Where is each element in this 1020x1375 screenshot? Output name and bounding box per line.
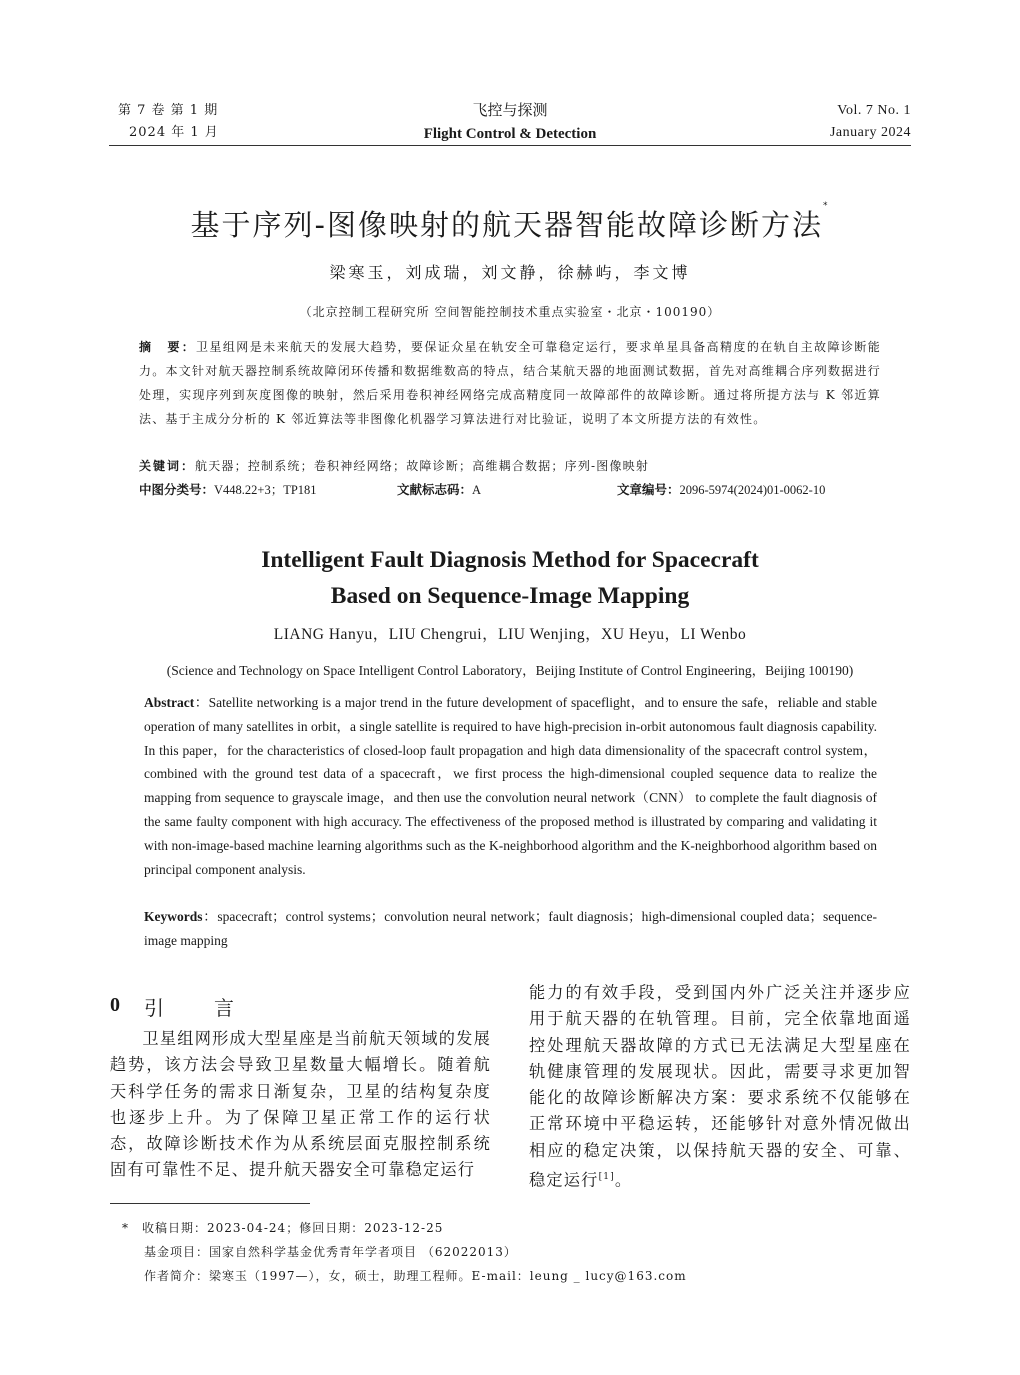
title-en-line1: Intelligent Fault Diagnosis Method for Spacecraft xyxy=(261,547,759,573)
section-title-part1: 引 xyxy=(144,996,164,1020)
keywords-cn-label: 关键词： xyxy=(139,459,196,473)
footnote-received: * 收稿日期：2023-04-24；修回日期：2023-12-25 xyxy=(122,1221,444,1235)
header-divider xyxy=(109,145,911,146)
document-code: 文献标志码：A xyxy=(397,482,482,497)
affiliation-en: (Science and Technology on Space Intelligent Control Laboratory，Beijing Institute of Control Engineering，Beijing 100190) xyxy=(166,663,854,678)
header-volume-en xyxy=(830,100,911,144)
article-number: 文章编号：2096-5974(2024)01-0062-10 xyxy=(617,482,826,497)
body-column-right: 能力的有效手段，受到国内外广泛关注并逐步应用于航天器的在轨管理。目前，完全依靠地面遥控处理航天器故障的方式已无法满足大型星座在轨健康管理的发展现状。因此，需要寻求更加智能化的故障诊断解决方案：要求系统不仅能够在正常环境中平稳运转，还能够针对意外情况做出相应的稳定决策，以保持航天器的安全、可靠、稳定运行[1]。 xyxy=(529,983,911,1190)
keywords-en-text: spacecraft；control systems；convolution neural network；fault diagnosis；high-dimensional coupled data；sequence-image mapping xyxy=(144,909,877,948)
section-number: 0 xyxy=(110,994,120,1016)
volume-issue-cn: 第 7 卷 第 1 期 xyxy=(118,103,219,118)
abstract-en-label: Abstract xyxy=(144,695,195,710)
abstract-cn-text: 卫星组网是未来航天的发展大趋势，要保证众星在轨安全可靠稳定运行，要求单星具备高精度的在轨自主故障诊断能力。本文针对航天器控制系统故障闭环传播和数据维数高的特点，结合某航天器的地面测试数据，首先对高维耦合序列数据进行处理，实现序列到灰度图像的映射，然后采用卷积神经网络完成高精度同一故障部件的故障诊断。通过将所提方法与 K 邻近算法、基于主成分分析的 K 邻近算法等非图像化机器学习算法进行对比验证，说明了本文所提方法的有效性。 xyxy=(139,340,881,426)
date-en: January 2024 xyxy=(829,125,911,140)
footnote-author: 作者简介：梁寒玉（1997—），女，硕士，助理工程师。E-mail：leung _ lucy@163.com xyxy=(144,1269,687,1283)
title-cn-text: 基于序列-图像映射的航天器智能故障诊断方法 xyxy=(190,208,823,242)
title-footnote-mark: * xyxy=(822,201,830,211)
citation-ref[interactable]: [1] xyxy=(598,1172,615,1183)
keywords-en-label: Keywords xyxy=(144,909,203,924)
date-cn: 2024 年 1 月 xyxy=(129,125,219,140)
classification-row xyxy=(139,480,881,502)
journal-name-en: Flight Control & Detection xyxy=(423,126,597,142)
keywords-cn xyxy=(139,454,881,478)
abstract-cn-label: 摘 要： xyxy=(139,340,196,354)
header-volume-cn xyxy=(118,100,219,144)
title-en-line2: Based on Sequence-Image Mapping xyxy=(330,583,690,609)
footnote-fund: 基金项目：国家自然科学基金优秀青年学者项目 （62022013） xyxy=(144,1245,517,1259)
abstract-en-text: Satellite networking is a major trend in the future development of spaceflight，and to ensure the safe，reliable and stable operation of many satellites in orbit，a single satellite is required to have high-precision in-orbit autonomous fault diagnosis capability. In this paper，for the characteristics of closed-loop fault propagation and high data dimensionality of the spacecraft control system，combined with the ground test data of a spacecraft，we first process the high-dimensional coupled sequence data to realize the mapping from sequence to grayscale image，and then use the convolution neural network（CNN） to complete the fault diagnosis of the same faulty component with high accuracy. The effectiveness of the proposed method is illustrated by comparing and validating it with non-image-based machine learning algorithms such as the K-neighborhood algorithm and the K-neighborhood algorithm based on principal component analysis. xyxy=(144,695,877,877)
authors-cn: 梁寒玉，刘成瑞，刘文静，徐赫屿，李文博 xyxy=(329,263,691,282)
journal-name-cn: 飞控与探测 xyxy=(472,101,548,119)
volume-issue-en: Vol. 7 No. 1 xyxy=(837,103,911,118)
abstract-cn xyxy=(139,335,881,431)
footnote-divider xyxy=(110,1203,310,1204)
authors-en: LIANG Hanyu，LIU Chengrui，LIU Wenjing，XU Heyu，LI Wenbo xyxy=(273,626,747,643)
section-title-part2: 言 xyxy=(214,996,234,1020)
abstract-en: Abstract：Satellite networking is a major trend in the future development of spaceflight，and to ensure the safe，reliable and stable operation of many satellites in orbit，a single satellite is required to have high-precision in-orbit autonomous fault diagnosis capability. In this paper，for the characteristics of closed-loop fault propagation and high data dimensionality of the spacecraft control system，combined with the ground test data of a spacecraft，we first process the high-dimensional coupled sequence data to realize the mapping from sequence to grayscale image，and then use the convolution neural network（CNN） to complete the fault diagnosis of the same faulty component with high accuracy. The effectiveness of the proposed method is illustrated by comparing and validating it with non-image-based machine learning algorithms such as the K-neighborhood algorithm and the K-neighborhood algorithm based on principal component analysis. xyxy=(144,695,877,877)
footnotes xyxy=(122,1216,687,1288)
affiliation-cn: （北京控制工程研究所 空间智能控制技术重点实验室・北京・100190） xyxy=(299,305,721,319)
keywords-en: Keywords：spacecraft；control systems；convolution neural network；fault diagnosis；high-dimensional coupled data；sequence-image mapping xyxy=(144,909,877,948)
clc-number: 中图分类号：V448.22+3；TP181 xyxy=(139,482,317,497)
section-heading-introduction xyxy=(110,992,234,1020)
body-right-text: 能力的有效手段，受到国内外广泛关注并逐步应用于航天器的在轨管理。目前，完全依靠地面遥控处理航天器故障的方式已无法满足大型星座在轨健康管理的发展现状。因此，需要寻求更加智能化的故障诊断解决方案：要求系统不仅能够在正常环境中平稳运转，还能够针对意外情况做出相应的稳定决策，以保持航天器的安全、可靠、稳定运行 xyxy=(529,983,911,1190)
paper-title-cn xyxy=(0,203,1020,244)
journal-name xyxy=(410,98,610,146)
body-column-left: 卫星组网形成大型星座是当前航天领域的发展趋势，该方法会导致卫星数量大幅增长。随着航天科学任务的需求日渐复杂，卫星的结构复杂度也逐步上升。为了保障卫星正常工作的运行状态，故障诊断技术作为从系统层面克服控制系统固有可靠性不足、提升航天器安全可靠稳定运行 xyxy=(110,1029,491,1180)
keywords-cn-text: 航天器；控制系统；卷积神经网络；故障诊断；高维耦合数据；序列-图像映射 xyxy=(195,459,650,473)
paper-title-en xyxy=(0,542,1020,614)
